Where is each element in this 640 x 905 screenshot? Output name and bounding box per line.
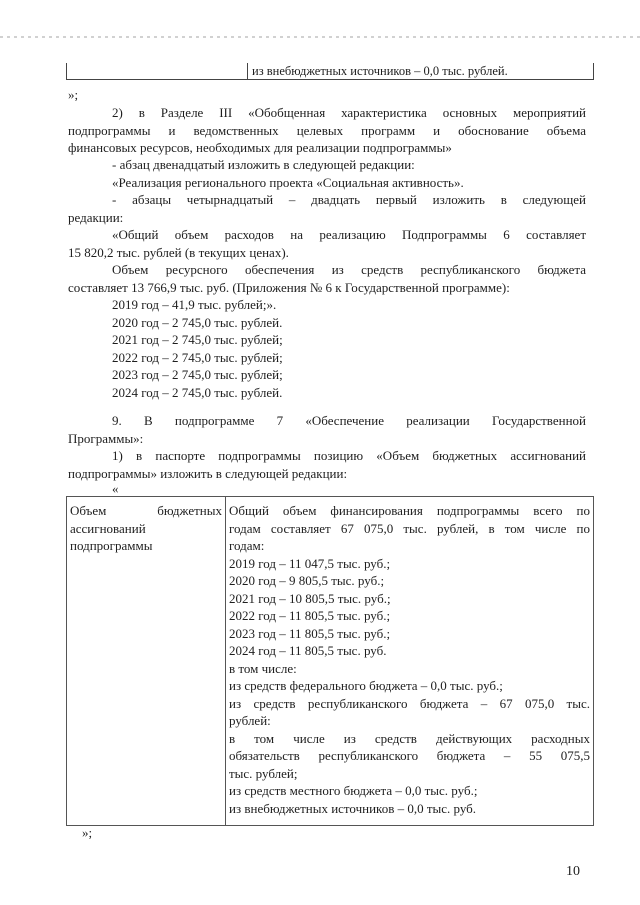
year-line: 2021 год – 2 745,0 тыс. рублей; xyxy=(112,332,283,347)
label-line: Объем бюджетных xyxy=(70,503,222,518)
total-line: «Общий объем расходов на реализацию Подпрограммы 6 составляет xyxy=(112,227,586,242)
value-line: из средств республиканского бюджета – 67 075,0 тыс. xyxy=(229,695,590,711)
year-line: 2021 год – 10 805,5 тыс. руб.; xyxy=(229,590,391,606)
resource-line: составляет 13 766,9 тыс. руб. (Приложения № 6 к Государственной программе): xyxy=(68,279,510,295)
passport-line: 1) в паспорте подпрограммы позицию «Объем бюджетных ассигнований xyxy=(112,448,586,463)
year-line: 2023 год – 2 745,0 тыс. рублей; xyxy=(112,367,283,382)
year-line: 2019 год – 11 047,5 тыс. руб.; xyxy=(229,555,391,571)
value-line: рублей: xyxy=(229,713,271,728)
value-line: тыс. рублей; xyxy=(229,765,298,781)
item-9-heading xyxy=(68,412,586,447)
year-line: 2024 год – 11 805,5 тыс. руб. xyxy=(229,643,387,658)
value-line: из средств местного бюджета – 0,0 тыс. руб.; xyxy=(229,783,478,798)
year-line: 2022 год – 11 805,5 тыс. руб.; xyxy=(229,608,391,623)
item-2-line: подпрограммы и ведомственных целевых программ и обоснование объема xyxy=(68,122,586,138)
passport-line: подпрограммы» изложить в следующей редакции: xyxy=(68,465,348,481)
table-row xyxy=(67,497,594,826)
value-line: из внебюджетных источников – 0,0 тыс. руб. xyxy=(229,800,477,816)
item-2-line: финансовых ресурсов, необходимых для реализации подпрограммы» xyxy=(68,140,452,155)
item-9-line: 9. В подпрограмме 7 «Обеспечение реализации Государственной xyxy=(112,413,586,428)
year-line: 2020 год – 9 805,5 тыс. руб.; xyxy=(229,573,385,588)
value-line: годам: xyxy=(229,538,265,553)
abzac-14-line: - абзацы четырнадцатый – двадцать первый изложить в следующей xyxy=(112,192,586,207)
year-line: 2020 год – 2 745,0 тыс. рублей. xyxy=(112,314,283,330)
top-table-left-cell xyxy=(67,63,248,80)
abzac-14-paragraph xyxy=(68,191,586,226)
total-line: 15 820,2 тыс. рублей (в текущих ценах). xyxy=(68,244,289,260)
opening-quote: « xyxy=(112,481,119,496)
item-2-line: 2) в Разделе III «Обобщенная характеристика основных мероприятий xyxy=(112,105,586,120)
item-2-paragraph xyxy=(68,104,586,157)
top-table-right-cell: из внебюджетных источников – 0,0 тыс. рублей. xyxy=(248,63,594,80)
year-line: 2023 год – 11 805,5 тыс. руб.; xyxy=(229,625,391,641)
page-number: 10 xyxy=(566,864,580,879)
value-line: Общий объем финансирования подпрограммы всего по xyxy=(229,503,590,518)
realization-line: «Реализация регионального проекта «Социальная активность». xyxy=(112,174,464,190)
year-line: 2024 год – 2 745,0 тыс. рублей. xyxy=(112,384,283,400)
resource-line: Объем ресурсного обеспечения из средств республиканского бюджета xyxy=(112,262,586,277)
label-line: ассигнований xyxy=(70,520,146,536)
year-line: 2022 год – 2 745,0 тыс. рублей; xyxy=(112,349,283,365)
top-table-fragment xyxy=(66,63,594,80)
closing-quote: »; xyxy=(82,825,93,840)
budget-table xyxy=(66,496,594,826)
passport-paragraph xyxy=(68,447,586,482)
closing-quote: »; xyxy=(68,87,79,102)
label-line: подпрограммы xyxy=(70,538,153,553)
value-line: годам составляет 67 075,0 тыс. рублей, в том числе по xyxy=(229,520,590,536)
value-line: в том числе: xyxy=(229,660,297,676)
year-line: 2019 год – 41,9 тыс. рублей;». xyxy=(112,297,277,312)
abzac-14-line: редакции: xyxy=(68,209,124,225)
budget-value-cell xyxy=(226,497,594,826)
resource-paragraph xyxy=(68,261,586,296)
item-9-line: Программы»: xyxy=(68,430,144,446)
abzac-12: - абзац двенадцатый изложить в следующей редакции: xyxy=(112,157,415,172)
budget-label-cell xyxy=(67,497,226,826)
total-paragraph xyxy=(68,226,586,261)
scan-edge-artifact xyxy=(0,36,640,38)
value-line: обязательств республиканского бюджета – 55 075,5 xyxy=(229,748,590,763)
value-line: из средств федерального бюджета – 0,0 тыс. руб.; xyxy=(229,678,503,693)
value-line: в том числе из средств действующих расходных xyxy=(229,730,590,746)
